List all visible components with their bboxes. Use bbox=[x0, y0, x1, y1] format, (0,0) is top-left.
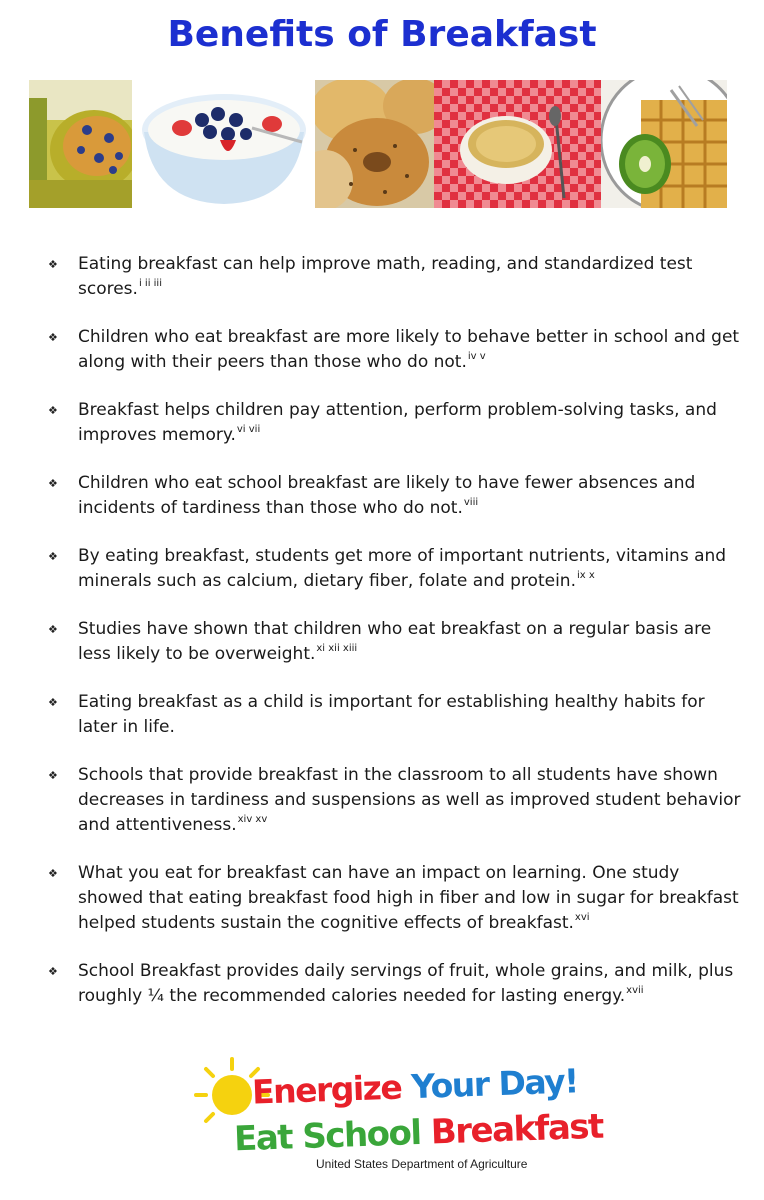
bullet-text: Children who eat breakfast are more likely to behave better in school and get along with their peers than those who do not. bbox=[78, 327, 740, 372]
footnote-refs: iv v bbox=[467, 351, 486, 362]
list-item bbox=[48, 763, 748, 838]
diamond-bullet-icon: ❖ bbox=[48, 769, 58, 782]
bullet-text: School Breakfast provides daily servings of fruit, whole grains, and milk, plus roughly ¼ the recommended calories needed for lasting energy. bbox=[78, 961, 734, 1006]
list-item bbox=[48, 252, 748, 302]
food-photo-strip bbox=[29, 80, 727, 208]
diamond-bullet-icon: ❖ bbox=[48, 550, 58, 563]
benefits-list bbox=[48, 252, 748, 1032]
logo-breakfast: Breakfast bbox=[430, 1106, 604, 1153]
bullet-text: What you eat for breakfast can have an impact on learning. One study showed that eating breakfast food high in fiber and low in sugar for breakfast helped students sustain the cognitive effects of breakfast. bbox=[78, 863, 739, 933]
footnote-refs: ix x bbox=[576, 570, 595, 581]
list-item bbox=[48, 959, 748, 1009]
diamond-bullet-icon: ❖ bbox=[48, 696, 58, 709]
logo-eat-school: Eat School bbox=[233, 1112, 422, 1160]
list-item bbox=[48, 861, 748, 936]
yogurt-berries-photo bbox=[132, 80, 315, 208]
footnote-refs: viii bbox=[463, 497, 479, 508]
logo-agency-text: United States Department of Agriculture bbox=[316, 1157, 528, 1171]
diamond-bullet-icon: ❖ bbox=[48, 331, 58, 344]
footnote-refs: xvi bbox=[574, 912, 590, 923]
bullet-text: Eating breakfast as a child is important for establishing healthy habits for later in life. bbox=[78, 692, 705, 737]
footnote-refs: xi xii xiii bbox=[316, 643, 358, 654]
diamond-bullet-icon: ❖ bbox=[48, 477, 58, 490]
cereal-bowl-photo bbox=[434, 80, 601, 208]
bullet-text: By eating breakfast, students get more of important nutrients, vitamins and minerals such as calcium, dietary fiber, folate and protein. bbox=[78, 546, 727, 591]
list-item bbox=[48, 325, 748, 375]
diamond-bullet-icon: ❖ bbox=[48, 623, 58, 636]
logo-your-day: Your Day! bbox=[410, 1061, 579, 1107]
diamond-bullet-icon: ❖ bbox=[48, 404, 58, 417]
diamond-bullet-icon: ❖ bbox=[48, 965, 58, 978]
footnote-refs: xiv xv bbox=[237, 814, 268, 825]
page-title: Benefits of Breakfast bbox=[167, 14, 597, 55]
bullet-text: Studies have shown that children who eat breakfast on a regular basis are less likely to be overweight. bbox=[78, 619, 712, 664]
list-item bbox=[48, 471, 748, 521]
footnote-refs: xvii bbox=[626, 985, 644, 996]
list-item bbox=[48, 398, 748, 448]
diamond-bullet-icon: ❖ bbox=[48, 867, 58, 880]
bullet-text: Schools that provide breakfast in the classroom to all students have shown decreases in tardiness and suspensions as well as improved student behavior and attentiveness. bbox=[78, 765, 741, 835]
energize-your-day-logo bbox=[192, 1055, 604, 1180]
logo-line-2 bbox=[233, 1107, 603, 1160]
bagels-photo bbox=[315, 80, 434, 208]
footnote-refs: i ii iii bbox=[138, 278, 162, 289]
bullet-text: Eating breakfast can help improve math, reading, and standardized test scores. bbox=[78, 254, 693, 299]
bullet-text: Breakfast helps children pay attention, perform problem-solving tasks, and improves memory. bbox=[78, 400, 717, 445]
logo-energize: Energize bbox=[251, 1067, 402, 1112]
waffle-kiwi-photo bbox=[601, 80, 727, 208]
bullet-text: Children who eat school breakfast are likely to have fewer absences and incidents of tardiness than those who do not. bbox=[78, 473, 696, 518]
cereal-blueberries-photo bbox=[29, 80, 132, 208]
list-item bbox=[48, 617, 748, 667]
logo-line-1 bbox=[251, 1061, 578, 1111]
list-item bbox=[48, 544, 748, 594]
list-item bbox=[48, 690, 748, 740]
diamond-bullet-icon: ❖ bbox=[48, 258, 58, 271]
footnote-refs: vi vii bbox=[236, 424, 261, 435]
